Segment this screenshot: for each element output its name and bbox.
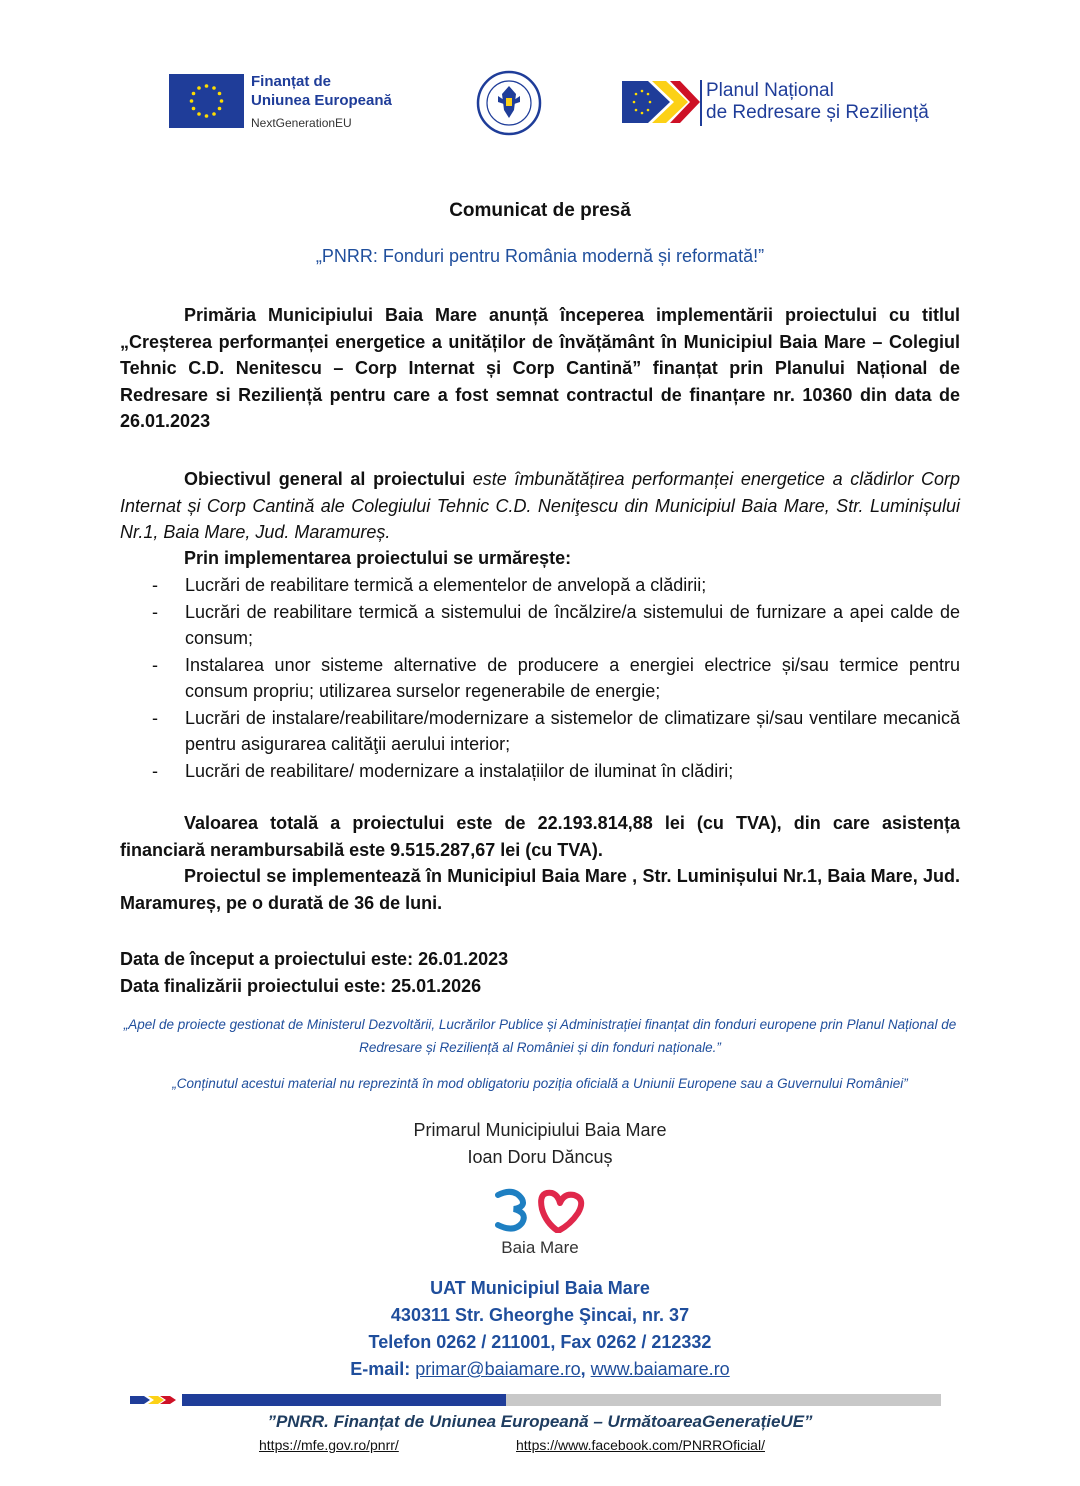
email-link[interactable]: primar@baiamare.ro: [415, 1359, 581, 1379]
contact-org: UAT Municipiul Baia Mare: [430, 1278, 650, 1298]
footer-bar-blue: [182, 1394, 506, 1406]
disclaimer-note: „Conținutul acestui material nu reprezintă în mod obligatoriu poziția oficială a Uniunii Europene sau a Guvernului României”: [172, 1076, 908, 1091]
list-heading: Prin implementarea proiectului se urmărește:: [184, 548, 572, 568]
contact-phone: Telefon 0262 / 211001, Fax 0262 / 212332: [368, 1332, 712, 1352]
list-item: - Lucrări de reabilitare termică a sistemului de încălzire/a sistemului de furnizare a apei calde de consum;: [152, 601, 960, 648]
intro-paragraph: Primăria Municipiului Baia Mare anunță începerea implementării proiectului cu titlul „Creșterea performanței energetice a unităților de învățământ în Municipiul Baia Mare – Colegiul Tehnic C.D. Nenitescu – Corp Internat și Corp Cantină” finanțat prin Planului Național de Redresare si Reziliență pentru care a fost semnat contractul de finanțare nr. 10360 din data de 26.01.2023: [120, 305, 960, 431]
objective-text: este îmbunătățirea performanței energetice a clădirlor Corp Internat și Corp Cantină ale Colegiului Tehnic C.D. Neniţescu din Municipiul Baia Mare, Str. Luminișului Nr.1, Baia Mare, Jud. Maramureș.: [120, 469, 960, 542]
list-item: - Lucrări de reabilitare/ modernizare a instalațiilor de iluminat în clădiri;: [152, 760, 734, 781]
pnrr-line1: Planul Național: [706, 80, 834, 101]
end-date: Data finalizării proiectului este: 25.01.2026: [120, 976, 482, 996]
eu-flag-icon: [169, 74, 244, 128]
eu-line2: Uniunea Europeană: [251, 92, 392, 109]
eu-funding-label: [251, 72, 392, 110]
start-date: Data de început a proiectului este: 26.01.2023: [120, 949, 509, 969]
contact-email-line: E-mail: primar@baiamare.ro, www.baiamare.ro: [350, 1359, 730, 1379]
pnrr-line2: de Redresare și Reziliență: [706, 102, 929, 123]
list-item: - Lucrări de instalare/reabilitare/modernizare a sistemelor de climatizare și/sau ventilare mecanică pentru asigurarea calităţii aerului interior;: [152, 707, 960, 754]
pnrr-divider: [700, 80, 702, 126]
baia-mare-label: Baia Mare: [501, 1238, 579, 1257]
list-item: - Lucrări de reabilitare termică a elementelor de anvelopă a clădirii;: [152, 575, 707, 595]
objectives-list: [120, 572, 960, 784]
contact-address: 430311 Str. Gheorghe Şincai, nr. 37: [390, 1305, 690, 1325]
footer-link-mfe[interactable]: https://mfe.gov.ro/pnrr/: [259, 1437, 399, 1453]
value-paragraph: Valoarea totală a proiectului este de 22.193.814,88 lei (cu TVA), din care asistența financiară nerambursabilă este 9.515.287,67 lei (cu TVA).: [120, 813, 960, 860]
list-item: - Instalarea unor sisteme alternative de producere a energiei electrice și/sau termice pentru consum propriu; utilizarea surselor regenerabile de energie;: [152, 654, 960, 701]
objective-paragraph: [120, 466, 960, 546]
footer-bar-grey: [506, 1394, 941, 1406]
signature-title: Primarul Municipiului Baia Mare: [413, 1120, 667, 1140]
objective-label: Obiectivul general al proiectului: [184, 469, 466, 489]
baia-mare-logo-icon: [492, 1187, 588, 1233]
footer-link-facebook[interactable]: https://www.facebook.com/PNRROficial/: [516, 1437, 765, 1453]
footer-slogan: ”PNRR. Finanțat de Uniunea Europeană – UrmătoareaGenerațieUE”: [267, 1412, 813, 1431]
eu-line1: Finanțat de: [251, 73, 332, 90]
location-paragraph: Proiectul se implementează în Municipiul Baia Mare , Str. Luminișului Nr.1, Baia Mare, Jud. Maramureș, pe o durată de 36 de luni.: [120, 866, 960, 913]
page-title: Comunicat de presă: [449, 200, 631, 221]
page-subtitle: „PNRR: Fonduri pentru România modernă și reformată!”: [315, 246, 765, 266]
website-link[interactable]: www.baiamare.ro: [590, 1359, 730, 1379]
footer-arrow-icon: [130, 1392, 180, 1408]
contact-block: [0, 1275, 1080, 1383]
romanian-government-seal-icon: [476, 70, 542, 136]
eu-line3: NextGenerationEU: [251, 116, 352, 130]
pnrr-label: [706, 80, 929, 124]
funding-note: „Apel de proiecte gestionat de Ministerul Dezvoltării, Lucrărilor Publice și Administrației finanțat din fonduri europene prin Planul Național de Redresare și Reziliență al României și din fonduri naționale.”: [123, 1017, 957, 1055]
signature-name: Ioan Doru Dăncuș: [467, 1147, 613, 1167]
pnrr-logo-icon: [622, 79, 702, 125]
